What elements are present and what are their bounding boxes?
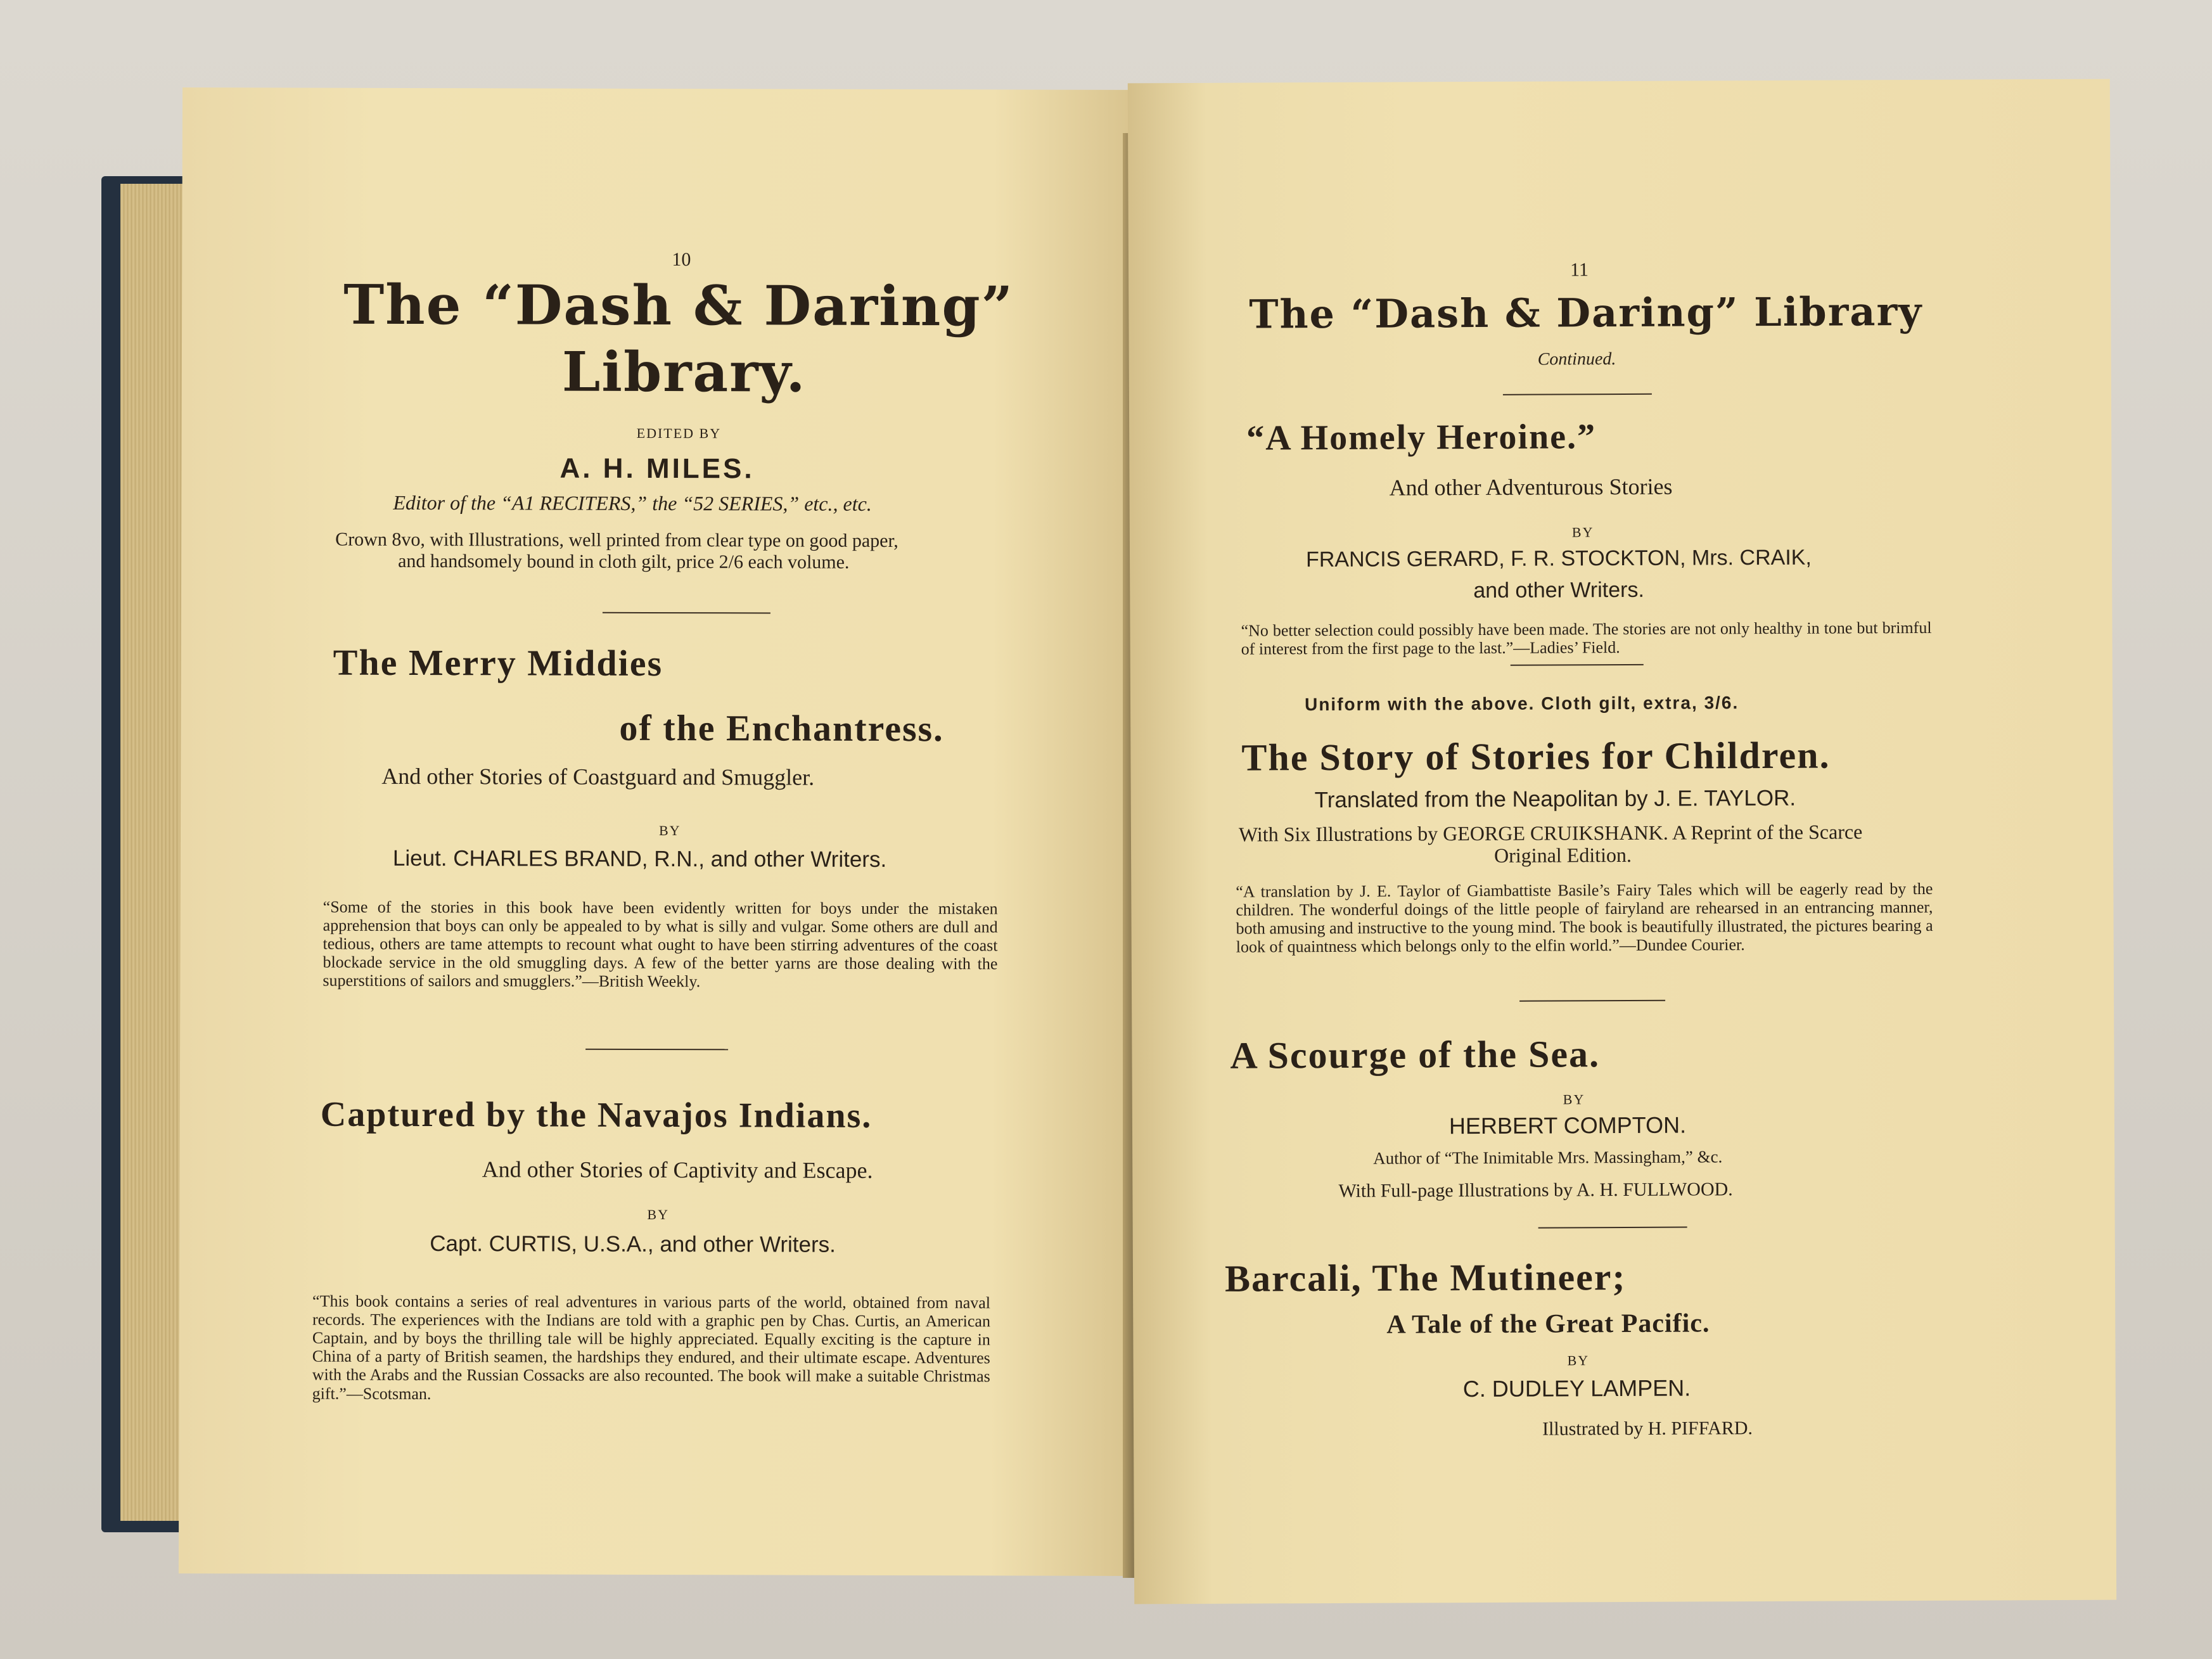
book-subtitle: A Tale of the Great Pacific. bbox=[1386, 1309, 1710, 1340]
page-number: 11 bbox=[1569, 259, 1589, 281]
divider bbox=[1519, 1000, 1665, 1002]
divider bbox=[1511, 664, 1644, 666]
book-title: The Merry Middies bbox=[333, 641, 663, 684]
book-title: Captured by the Navajos Indians. bbox=[320, 1094, 873, 1136]
book-author: Capt. CURTIS, U.S.A., and other Writers. bbox=[430, 1231, 836, 1257]
library-title: The “Dash & Daring” Library bbox=[1249, 288, 1923, 338]
library-title-line2: Library. bbox=[561, 340, 807, 405]
format-line-1: Crown 8vo, with Illustrations, well printed from clear type on good paper, bbox=[335, 528, 898, 551]
by-label: BY bbox=[1567, 1352, 1590, 1369]
by-label: BY bbox=[1571, 524, 1594, 541]
book-review: “This book contains a series of real adventures in various parts of the world, obtained from naval records. The experiences with the Indians are told with a graphic pen by Chas. Curtis, an American Captain, and by boys the thrilling tale will be highly appreciated. Equally exciting is the capture in China of a party of British seamen, the hardships they endured, and their ultimate escape. Adventures with the Arabs and the Russian Cossacks are also recounted. The book will make a suitable Christmas gift.”—Scotsman. bbox=[312, 1291, 991, 1403]
book-illustrations: With Full-page Illustrations by A. H. FULLWOOD. bbox=[1338, 1179, 1733, 1201]
book-title: A Scourge of the Sea. bbox=[1230, 1033, 1601, 1077]
library-title-line1: The “Dash & Daring” bbox=[343, 272, 1014, 339]
divider bbox=[585, 1049, 728, 1051]
book-title: Barcali, The Mutineer; bbox=[1224, 1255, 1627, 1300]
left-page bbox=[179, 87, 1136, 1576]
book-author: Lieut. CHARLES BRAND, R.N., and other Writers. bbox=[392, 845, 887, 872]
page-number: 10 bbox=[672, 249, 691, 271]
book-illustrator: Illustrated by H. PIFFARD. bbox=[1542, 1418, 1753, 1440]
book-illustrations-continued: Original Edition. bbox=[1494, 843, 1632, 867]
editor-credit: Editor of the “A1 RECITERS,” the “52 SERIES,” etc., etc. bbox=[393, 490, 872, 515]
uniform-note: Uniform with the above. Cloth gilt, extra, 3/6. bbox=[1304, 693, 1739, 715]
book-author: C. DUDLEY LAMPEN. bbox=[1462, 1374, 1691, 1402]
by-label: BY bbox=[658, 823, 681, 839]
divider bbox=[1503, 394, 1652, 395]
format-line-2: and handsomely bound in cloth gilt, price 2/6 each volume. bbox=[398, 550, 850, 573]
by-label: BY bbox=[647, 1206, 670, 1223]
book-title: “A Homely Heroine.” bbox=[1246, 417, 1597, 458]
book-author-continued: and other Writers. bbox=[1473, 577, 1644, 603]
book-review: “No better selection could possibly have been made. The stories are not only healthy in tone but brimful of interest from the first page to the last.”—Ladies’ Field. bbox=[1241, 618, 1932, 658]
book-illustrations: With Six Illustrations by GEORGE CRUIKSHANK. A Reprint of the Scarce bbox=[1238, 820, 1863, 846]
book-subtitle: And other Stories of Coastguard and Smuggler. bbox=[381, 763, 815, 790]
divider bbox=[1538, 1227, 1687, 1229]
divider bbox=[603, 612, 770, 614]
right-page bbox=[1128, 79, 2116, 1605]
edited-by-label: EDITED BY bbox=[636, 425, 722, 442]
book-review: “A translation by J. E. Taylor of Giambattiste Basile’s Fairy Tales which will be eagerly read by the children. The wonderful doings of the little people of fairyland are rehearsed in an entrancing manner, both amusing and instructive to the young mind. The book is beautifully illustrated, the pictures bearing a look of quaintness which belongs only to the elfin world.”—Dundee Courier. bbox=[1236, 879, 1933, 956]
book-author-credit: Author of “The Inimitable Mrs. Massingham,” &c. bbox=[1373, 1147, 1723, 1168]
continued-label: Continued. bbox=[1537, 349, 1616, 369]
book-subtitle: And other Adventurous Stories bbox=[1389, 473, 1673, 501]
by-label: BY bbox=[1563, 1091, 1585, 1108]
book-translated-by: Translated from the Neapolitan by J. E. TAYLOR. bbox=[1314, 785, 1796, 813]
book-author: HERBERT COMPTON. bbox=[1448, 1111, 1687, 1139]
book-title: The Story of Stories for Children. bbox=[1241, 734, 1831, 779]
book-title-continued: of the Enchantress. bbox=[619, 707, 944, 750]
editor-name: A. H. MILES. bbox=[559, 452, 755, 485]
book-review: “Some of the stories in this book have been evidently written for boys under the mistaken apprehension that boys can only be appealed to by what is silly and vulgar. Some others are dull and tedious, others are tame attempts to recount what ought to have been stirring adventures of the coast blockade service in the old smuggling days. A few of the better yarns are those dealing with the superstitions of sailors and smugglers.”—British Weekly. bbox=[323, 897, 998, 991]
book-subtitle: And other Stories of Captivity and Escape. bbox=[482, 1156, 873, 1183]
book-author: FRANCIS GERARD, F. R. STOCKTON, Mrs. CRAIK, bbox=[1305, 545, 1812, 572]
